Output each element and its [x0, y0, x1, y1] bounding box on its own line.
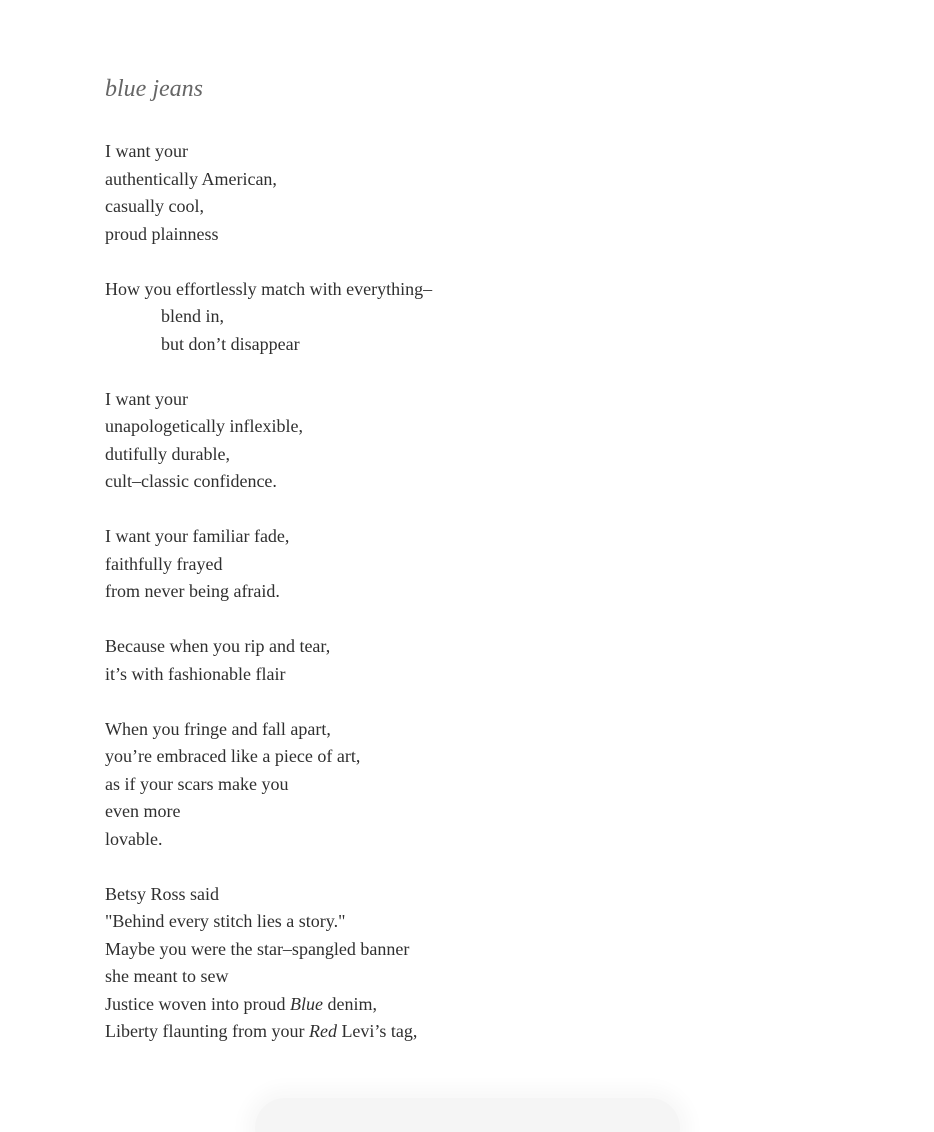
poem-line: I want your — [105, 141, 188, 161]
poem-line: lovable. — [105, 828, 163, 849]
italic-word: Blue — [289, 993, 323, 1014]
poem-line — [105, 991, 805, 1019]
bottom-overlay — [255, 1098, 680, 1132]
poem-line: even more — [105, 801, 181, 821]
poem-title: blue jeans — [105, 76, 203, 102]
poem-line — [105, 1018, 805, 1046]
stanza — [105, 138, 805, 248]
line-segment: denim, — [322, 993, 377, 1014]
poem-line: but don’t disappear — [161, 333, 300, 354]
poem-line: unapologetically inflexible, — [105, 416, 303, 436]
poem-line: Because when you rip and tear, — [105, 636, 331, 656]
poem-line: "Behind every stitch lies a story." — [105, 911, 346, 931]
poem-line: as if your scars make you — [105, 773, 289, 794]
poem-line: it’s with fashionable flair — [105, 663, 286, 684]
line-segment: Liberty flaunting from your — [105, 1021, 309, 1041]
poem-line: When you fringe and fall apart, — [105, 718, 331, 739]
poem-line: Betsy Ross said — [105, 883, 220, 904]
poem-line: faithfully frayed — [105, 553, 223, 574]
poem-line: casually cool, — [105, 196, 204, 216]
poem-line: I want your — [105, 388, 188, 409]
poem-line: you’re embraced like a piece of art, — [105, 746, 361, 766]
poem-line: dutifully durable, — [105, 443, 230, 464]
line-segment: Levi’s tag, — [336, 1021, 418, 1041]
stanza — [105, 881, 805, 1046]
poem-line: blend in, — [161, 306, 224, 326]
poem-line: authentically American, — [105, 168, 277, 189]
poem-line: from never being afraid. — [105, 581, 280, 601]
stanza — [105, 523, 805, 606]
line-segment: Justice woven into proud — [105, 993, 290, 1014]
poem-line: cult–classic confidence. — [105, 471, 277, 491]
poem-line: I want your familiar fade, — [105, 526, 290, 546]
poem-body — [105, 138, 805, 1073]
stanza — [105, 386, 805, 496]
poem-line: she meant to sew — [105, 966, 229, 986]
poem-line: proud plainness — [105, 223, 219, 244]
stanza — [105, 633, 805, 688]
poem-line: How you effortlessly match with everything– — [105, 278, 433, 299]
stanza — [105, 276, 805, 359]
italic-word: Red — [308, 1021, 337, 1041]
stanza — [105, 716, 805, 854]
poem-line: Maybe you were the star–spangled banner — [105, 938, 410, 959]
